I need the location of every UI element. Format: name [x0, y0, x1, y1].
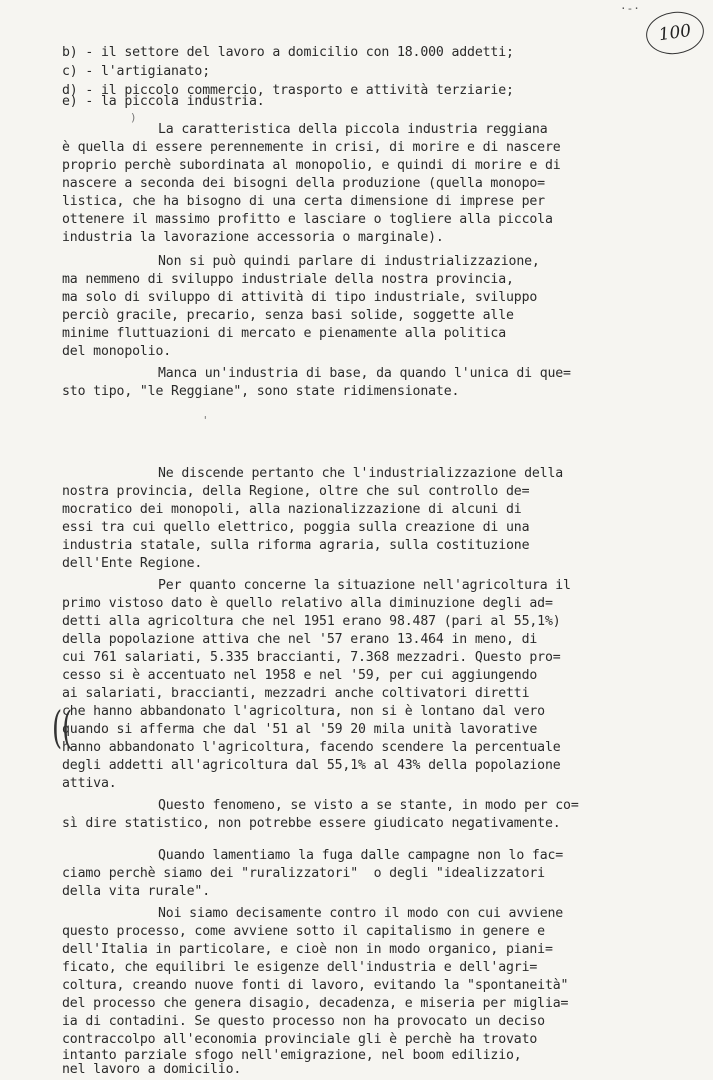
text-line: coltura, creando nuove fonti di lavoro, evitando la "spontaneità" [62, 978, 569, 993]
text-line: Ne discende pertanto che l'industrializzazione della [158, 466, 564, 481]
text-line: è quella di essere perennemente in crisi, di morire e di nascere [62, 140, 561, 155]
text-line: cui 761 salariati, 5.335 braccianti, 7.368 mezzadri. Questo pro= [62, 650, 561, 665]
text-line: dell'Italia in particolare, e cioè non in modo organico, piani= [62, 942, 553, 957]
text-line: proprio perchè subordinata al monopolio, e quindi di morire e di [62, 158, 561, 173]
list-item: c) - l'artigianato; [62, 64, 211, 79]
text-line: del processo che genera disagio, decadenza, e miseria per miglia= [62, 996, 569, 1011]
text-line: nel lavoro a domicilio. [62, 1062, 242, 1077]
corner-mark: ·-· [620, 2, 640, 15]
text-line: Questo fenomeno, se visto a se stante, in modo per co= [158, 798, 579, 813]
text-line: La caratteristica della piccola industria reggiana [158, 122, 548, 137]
text-line: ma nemmeno di sviluppo industriale della nostra provincia, [62, 272, 514, 287]
text-line: attiva. [62, 776, 117, 791]
list-item: b) - il settore del lavoro a domicilio con 18.000 addetti; [62, 45, 514, 60]
text-line: intanto parziale sfogo nell'emigrazione, nel boom edilizio, [62, 1048, 522, 1063]
text-line: questo processo, come avviene sotto il capitalismo in genere e [62, 924, 545, 939]
text-line: minime fluttuazioni di mercato e pienamente alla politica [62, 326, 507, 341]
text-line: quando si afferma che dal '51 al '59 20 mila unità lavorative [62, 722, 538, 737]
text-line: che hanno abbandonato l'agricoltura, non si è lontano dal vero [62, 704, 545, 719]
text-line: detti alla agricoltura che nel 1951 erano 98.487 (pari al 55,1%) [62, 614, 561, 629]
text-line: sì dire statistico, non potrebbe essere giudicato negativamente. [62, 816, 561, 831]
text-line: Per quanto concerne la situazione nell'agricoltura il [158, 578, 571, 593]
text-line: perciò gracile, precario, senza basi solide, soggette alle [62, 308, 514, 323]
text-line: ottenere il massimo profitto e lasciare o togliere alla piccola [62, 212, 553, 227]
text-line: nostra provincia, della Regione, oltre che sul controllo de= [62, 484, 530, 499]
text-line: ia di contadini. Se questo processo non ha provocato un deciso [62, 1014, 545, 1029]
text-line: essi tra cui quello elettrico, poggia sulla creazione di una [62, 520, 530, 535]
stray-mark: ) [130, 111, 137, 124]
text-line: ficato, che equilibri le esigenze dell'industria e dell'agri= [62, 960, 538, 975]
text-line: del monopolio. [62, 344, 172, 359]
text-line: hanno abbandonato l'agricoltura, facendo scendere la percentuale [62, 740, 561, 755]
text-line: degli addetti all'agricoltura dal 55,1% al 43% della popolazione [62, 758, 561, 773]
text-line: listica, che ha bisogno di una certa dimensione di imprese per [62, 194, 545, 209]
text-line: contraccolpo all'economia provinciale gli è perchè ha trovato [62, 1032, 538, 1047]
text-line: primo vistoso dato è quello relativo alla diminuzione degli ad= [62, 596, 553, 611]
text-line: nascere a seconda dei bisogni della produzione (quella monopo= [62, 176, 545, 191]
text-line: cesso si è accentuato nel 1958 e nel '59, per cui aggiungendo [62, 668, 538, 683]
list-item: d) - il piccolo commercio, trasporto e attività terziarie; [62, 83, 514, 98]
text-line: industria statale, sulla riforma agraria, sulla costituzione [62, 538, 530, 553]
text-line: Manca un'industria di base, da quando l'unica di que= [158, 366, 571, 381]
text-line: mocratico dei monopoli, alla nazionalizzazione di alcuni di [62, 502, 522, 517]
text-line: ciamo perchè siamo dei "ruralizzatori" o degli "idealizzatori [62, 866, 545, 881]
margin-annotation-mark: (( [52, 703, 73, 755]
text-line: Noi siamo decisamente contro il modo con cui avviene [158, 906, 564, 921]
list-item: e) - la piccola industria. [62, 94, 265, 109]
text-line: della vita rurale". [62, 884, 211, 899]
text-line: dell'Ente Regione. [62, 556, 203, 571]
text-line: Non si può quindi parlare di industrializzazione, [158, 254, 540, 269]
text-line: Quando lamentiamo la fuga dalle campagne non lo fac= [158, 848, 564, 863]
text-line: industria la lavorazione accessoria o marginale). [62, 230, 444, 245]
text-line: ai salariati, braccianti, mezzadri anche coltivatori diretti [62, 686, 530, 701]
page-number-circled: 100 [643, 8, 706, 58]
stray-mark: ' [202, 414, 209, 427]
text-line: della popolazione attiva che nel '57 erano 13.464 in meno, di [62, 632, 538, 647]
text-line: ma solo di sviluppo di attività di tipo industriale, sviluppo [62, 290, 538, 305]
text-line: sto tipo, "le Reggiane", sono state ridimensionate. [62, 384, 460, 399]
